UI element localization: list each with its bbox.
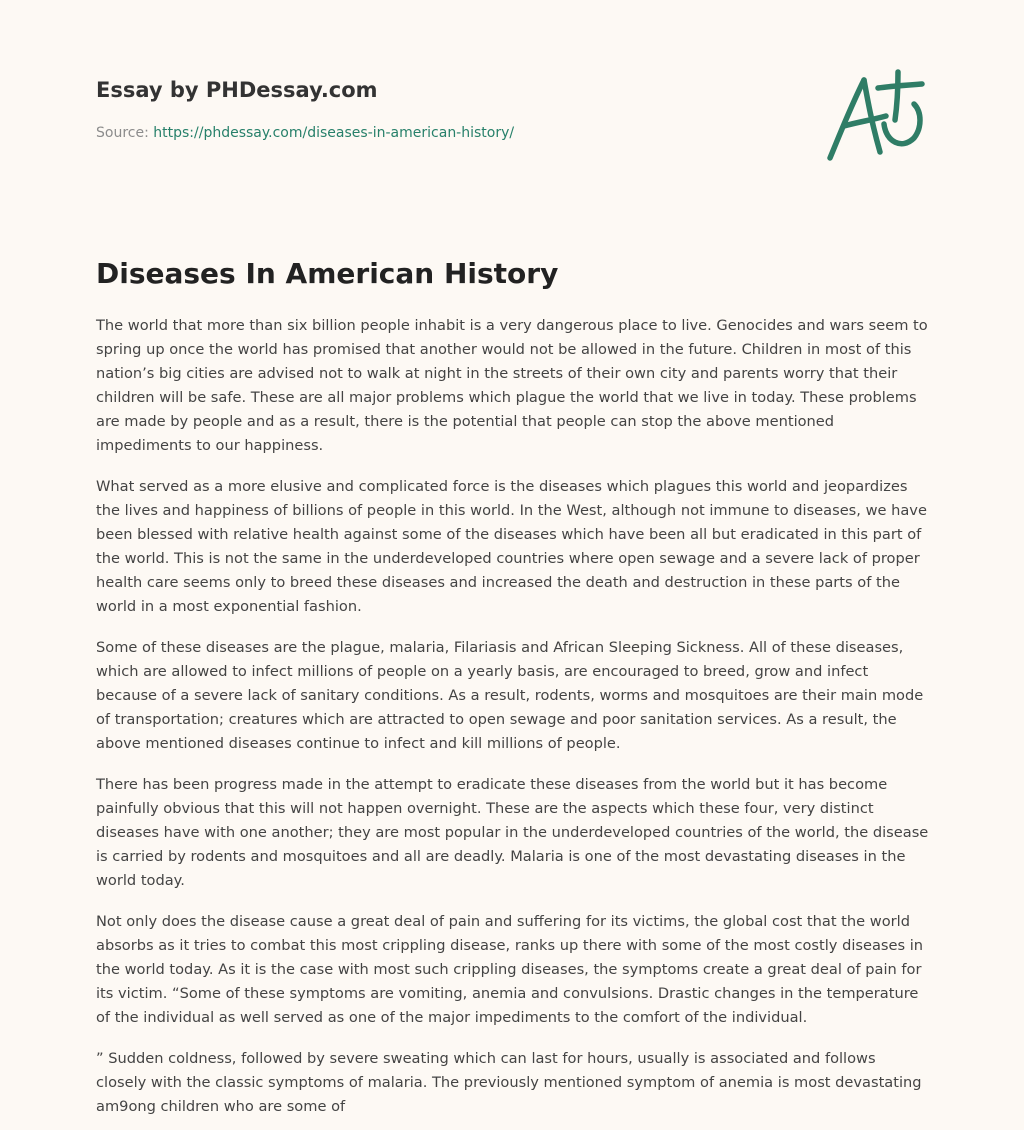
paragraph: Some of these diseases are the plague, malaria, Filariasis and African Sleeping Sickness. All of these diseases, which are allowed to infect millions of people on a yearly basis, are encouraged to breed, grow and infect because of a severe lack of sanitary conditions. As a result, rodents, worms and mosquitoes are their main mode of transportation; creatures which are attracted to open sewage and poor sanitation services. As a result, the above mentioned diseases continue to infect and kill millions of people. — [96, 639, 924, 752]
article-body — [96, 314, 930, 1130]
article-title: Diseases In American History — [96, 257, 559, 290]
paragraph: Not only does the disease cause a great deal of pain and suffering for its victims, the global cost that the world absorbs as it tries to combat this most crippling disease, ranks up there with some of the most costly diseases in the world today. As it is the case with most such crippling diseases, the symptoms create a great deal of pain for its victim. “Some of these symptoms are vomiting, anemia and convulsions. Drastic changes in the temperature of the individual as well served as one of the major impediments to the comfort of the individual. — [96, 913, 924, 1026]
brand-title: Essay by PHDessay.com — [96, 78, 378, 102]
paragraph: ” Sudden coldness, followed by severe sweating which can last for hours, usually is associated and follows closely with the classic symptoms of malaria. The previously mentioned symptom of anemia is most devastating am9ong children who are some of — [96, 1050, 922, 1115]
page-header — [96, 76, 796, 143]
source-line — [96, 123, 796, 143]
a-plus-logo-icon — [822, 66, 930, 166]
paragraph: There has been progress made in the attempt to eradicate these diseases from the world but it has become painfully obvious that this will not happen overnight. These are the aspects which these four, very distinct diseases have with one another; they are most popular in the underdeveloped countries of the world, the disease is carried by rodents and mosquitoes and all are deadly. Malaria is one of the most devastating diseases in the world today. — [96, 776, 929, 889]
source-label: Source: — [96, 125, 154, 141]
source-link[interactable]: https://phdessay.com/diseases-in-american-history/ — [153, 125, 515, 141]
paragraph: The world that more than six billion people inhabit is a very dangerous place to live. Genocides and wars seem to spring up once the world has promised that another would not be allowed in the future. Children in most of this nation’s big cities are advised not to walk at night in the streets of their own city and parents worry that their children will be safe. These are all major problems which plague the world that we live in today. These problems are made by people and as a result, there is the potential that people can stop the above mentioned impediments to our happiness. — [96, 317, 928, 454]
paragraph: What served as a more elusive and complicated force is the diseases which plagues this world and jeopardizes the lives and happiness of billions of people in this world. In the West, although not immune to diseases, we have been blessed with relative health against some of the diseases which have been all but eradicated in this part of the world. This is not the same in the underdeveloped countries where open sewage and a severe lack of proper health care seems only to breed these diseases and increased the death and destruction in these parts of the world in a most exponential fashion. — [96, 478, 927, 615]
